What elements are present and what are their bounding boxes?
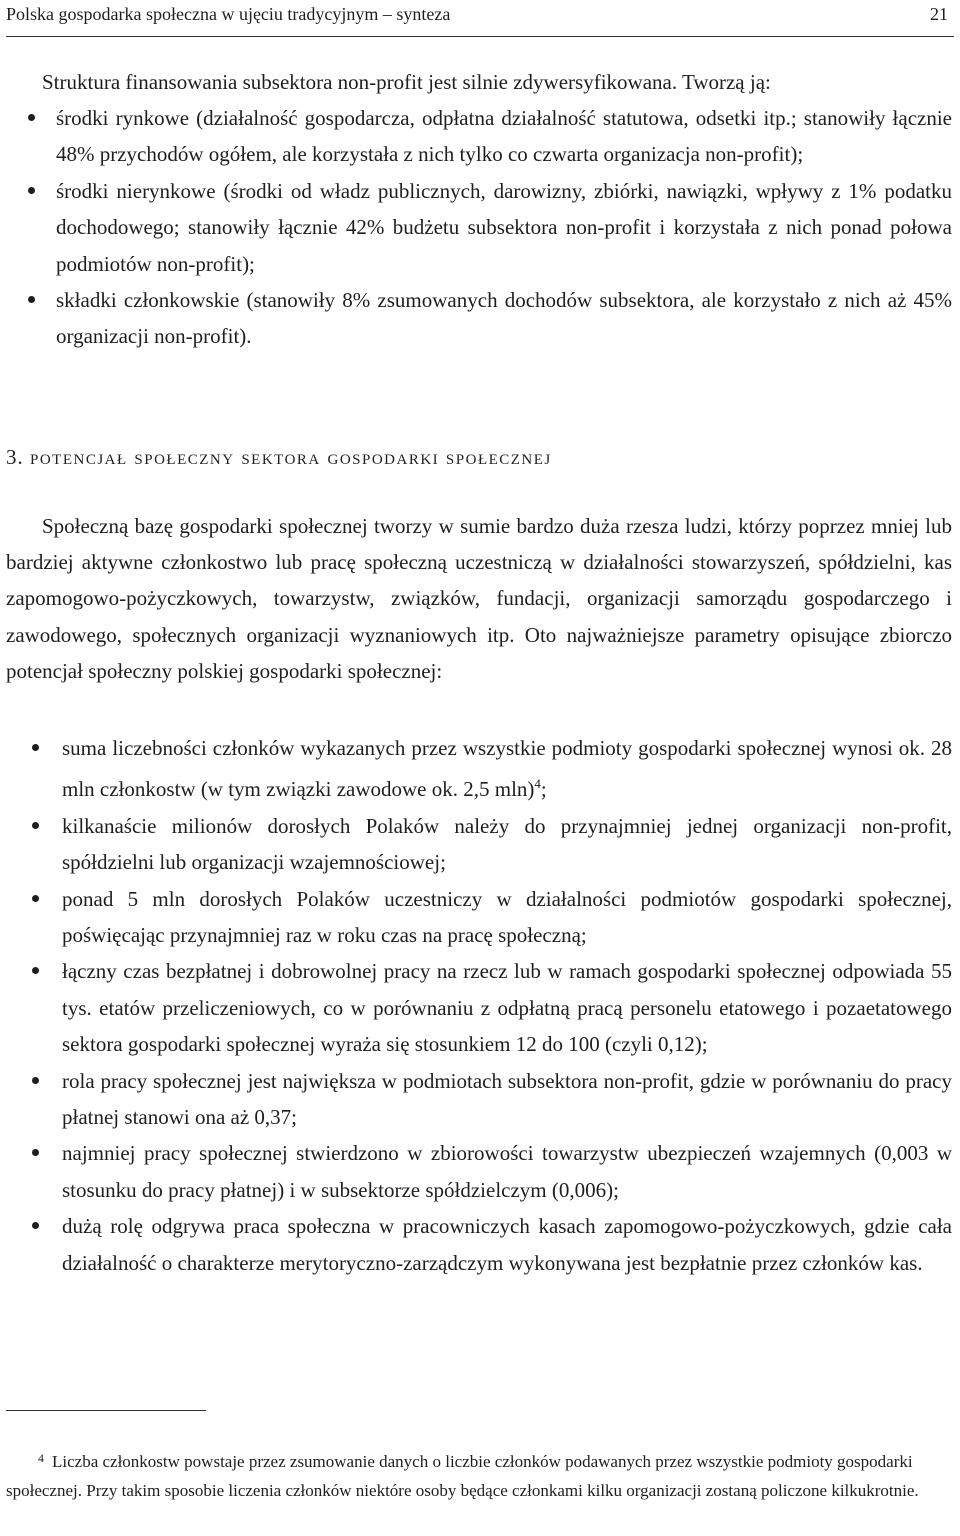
footnote-mark: 4 — [38, 1451, 44, 1465]
footnote-text: Liczba członkostw powstaje przez zsumowanie danych o liczbie członków podawanych przez wszystkie podmioty gospodarki społecznej. Przy takim sposobie liczenia członków niektóre osoby będące członkami kilku organizacji zostaną policzone kilkukrotnie. — [6, 1452, 919, 1500]
list-item-text: suma liczebności członków wykazanych przez wszystkie podmioty gospodarki społecznej wynosi ok. 28 mln członkostw (w tym związki zawodowe ok. 2,5 mln) — [62, 736, 952, 802]
intro-paragraph: Struktura finansowania subsektora non-profit jest silnie zdywersyfikowana. Tworzą ją: — [42, 70, 771, 94]
list-item: ponad 5 mln dorosłych Polaków uczestniczy w działalności podmiotów gospodarki społecznej, poświęcając przynajmniej raz w roku czas na pracę społeczną; — [0, 881, 952, 954]
list-item: kilkanaście milionów dorosłych Polaków należy do przynajmniej jednej organizacji non-profit, spółdzielni lub organizacji wzajemnościowej; — [0, 808, 952, 881]
running-title: Polska gospodarka społeczna w ujęciu tradycyjnym – synteza — [6, 4, 451, 24]
list-item: najmniej pracy społecznej stwierdzono w zbiorowości towarzystw ubezpieczeń wzajemnych (0,003 w stosunku do pracy płatnej) i w subsektorze spółdzielczym (0,006); — [0, 1135, 952, 1208]
footnote — [6, 1444, 952, 1505]
section-number: 3. — [6, 445, 24, 469]
section-heading — [6, 445, 552, 470]
footnote-rule — [6, 1410, 206, 1411]
list-item: rola pracy społecznej jest największa w podmiotach subsektora non-profit, gdzie w porównaniu do pracy płatnej stanowi ona aż 0,37; — [0, 1063, 952, 1136]
list-item: środki nierynkowe (środki od władz publicznych, darowizny, zbiórki, nawiązki, wpływy z 1% podatku dochodowego; stanowiły łącznie 42% budżetu subsektora non-profit i korzystała z nich ponad połowa podmiotów non-profit); — [0, 173, 952, 282]
parameters-list — [0, 730, 952, 1281]
section-title: potencjał społeczny sektora gospodarki społecznej — [30, 445, 552, 469]
list-item: środki rynkowe (działalność gospodarcza, odpłatna działalność statutowa, odsetki itp.; stanowiły łącznie 48% przychodów ogółem, ale korzystała z nich tylko co czwarta organizacja non-profit); — [0, 100, 952, 173]
list-item-end: ; — [540, 777, 547, 802]
list-item: składki członkowskie (stanowiły 8% zsumowanych dochodów subsektora, ale korzystało z nich aż 45% organizacji non-profit). — [0, 282, 952, 355]
funding-list — [0, 100, 952, 355]
body-paragraph: Społeczną bazę gospodarki społecznej tworzy w sumie bardzo duża rzesza ludzi, którzy poprzez mniej lub bardziej aktywne członkostwo lub pracę społeczną uczestniczą w działalności stowarzyszeń, spółdzielni, kas zapomogowo-pożyczkowych, towarzystw, związków, fundacji, organizacji samorządu gospodarczego i zawodowego, społecznych organizacji wyznaniowych itp. Oto najważniejsze parametry opisujące zbiorczo potencjał społeczny polskiej gospodarki społecznej: — [6, 514, 952, 683]
list-item: dużą rolę odgrywa praca społeczna w pracowniczych kasach zapomogowo-pożyczkowych, gdzie cała działalność o charakterze merytoryczno-zarządczym wykonywana jest bezpłatnie przez członków kas. — [0, 1208, 952, 1281]
list-item — [0, 730, 952, 808]
page-number: 21 — [930, 4, 948, 24]
list-item: łączny czas bezpłatnej i dobrowolnej pracy na rzecz lub w ramach gospodarki społecznej odpowiada 55 tys. etatów przeliczeniowych, co w porównaniu z odpłatną pracą personelu etatowego i pozaetatowego sektora gospodarki społecznej wyraża się stosunkiem 12 do 100 (czyli 0,12); — [0, 953, 952, 1062]
running-header — [6, 0, 954, 37]
footnote-ref[interactable]: 4 — [534, 776, 541, 792]
